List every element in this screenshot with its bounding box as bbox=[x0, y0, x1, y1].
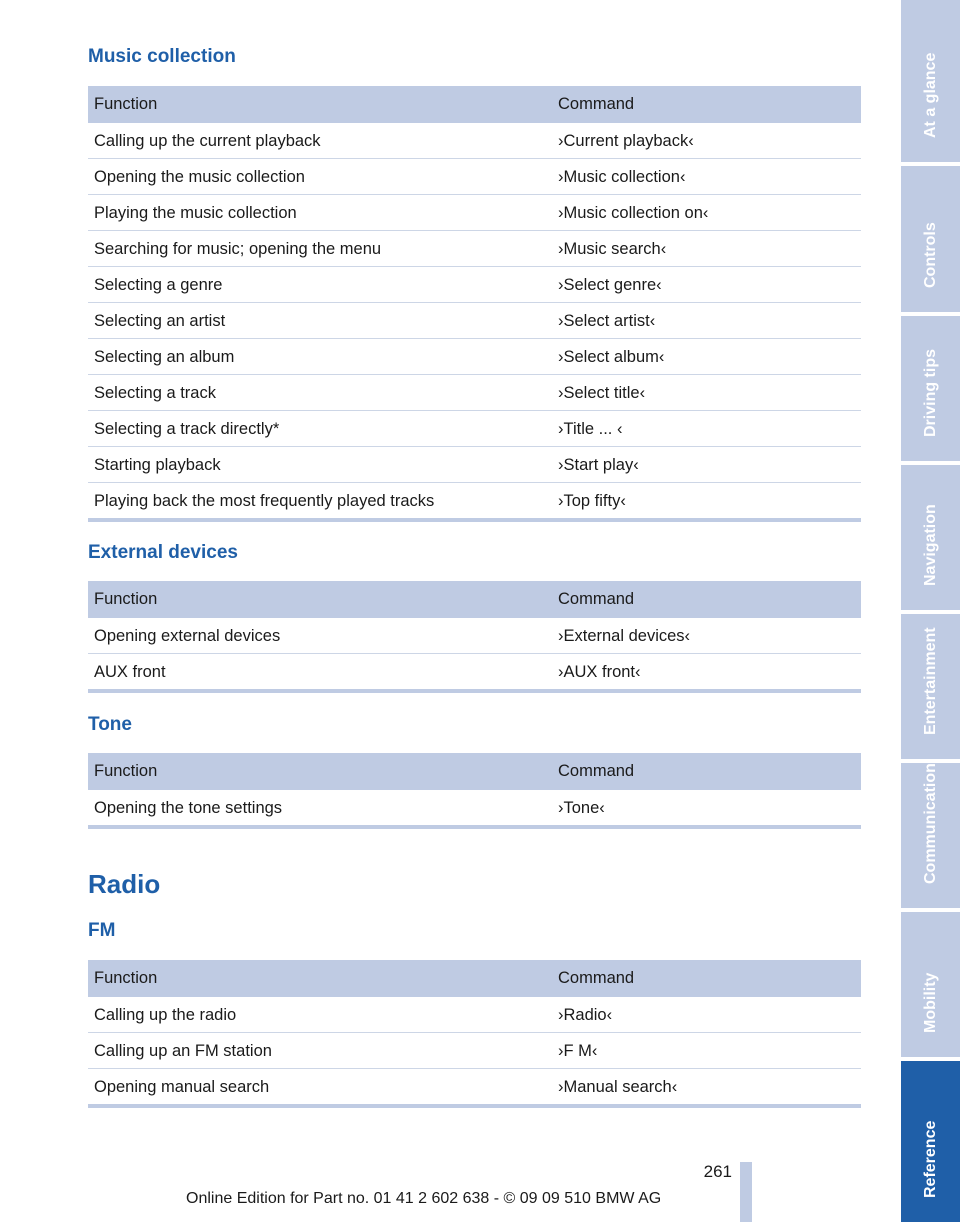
function-cell: Selecting a track bbox=[94, 384, 216, 402]
chapter-title-radio: Radio bbox=[88, 869, 161, 899]
command-cell: ›External devices‹ bbox=[558, 627, 691, 645]
command-cell: ›Music collection on‹ bbox=[558, 204, 709, 222]
tab-entertainment[interactable] bbox=[901, 614, 960, 759]
command-cell: ›Manual search‹ bbox=[558, 1078, 678, 1096]
tab-communication[interactable] bbox=[901, 763, 960, 908]
function-cell: Opening manual search bbox=[94, 1078, 270, 1096]
function-cell: Selecting an album bbox=[94, 348, 235, 366]
function-cell: Playing back the most frequently played tracks bbox=[94, 492, 435, 510]
page-number-bar bbox=[740, 1162, 752, 1222]
tab-label: Controls bbox=[921, 222, 939, 288]
table-fm bbox=[88, 960, 861, 1108]
table-row bbox=[88, 997, 861, 1033]
function-cell: Selecting a genre bbox=[94, 276, 223, 294]
table-row bbox=[88, 654, 861, 693]
header-command: Command bbox=[558, 590, 635, 608]
tab-label: Driving tips bbox=[921, 348, 939, 437]
function-cell: Calling up the radio bbox=[94, 1006, 237, 1024]
table-row bbox=[88, 231, 861, 267]
header-command: Command bbox=[558, 969, 635, 987]
tab-controls[interactable] bbox=[901, 166, 960, 312]
tab-label: At a glance bbox=[921, 52, 939, 138]
command-cell: ›Tone‹ bbox=[558, 799, 605, 817]
section-title-external-devices: External devices bbox=[88, 542, 238, 563]
header-command: Command bbox=[558, 762, 635, 780]
function-cell: Opening the music collection bbox=[94, 168, 305, 186]
tab-mobility[interactable] bbox=[901, 912, 960, 1057]
table-tone bbox=[88, 753, 861, 829]
header-command: Command bbox=[558, 95, 635, 113]
table-row bbox=[88, 159, 861, 195]
chapter-tabs bbox=[901, 0, 960, 1222]
tab-driving-tips[interactable] bbox=[901, 316, 960, 461]
command-cell: ›Radio‹ bbox=[558, 1006, 613, 1024]
function-cell: Selecting an artist bbox=[94, 312, 226, 330]
command-cell: ›AUX front‹ bbox=[558, 663, 641, 681]
table-header-row bbox=[88, 86, 861, 123]
command-cell: ›Select title‹ bbox=[558, 384, 646, 402]
command-cell: ›Top fifty‹ bbox=[558, 492, 626, 510]
command-cell: ›Title ... ‹ bbox=[558, 420, 623, 438]
header-function: Function bbox=[94, 969, 158, 987]
function-cell: Selecting a track directly* bbox=[94, 420, 280, 438]
function-cell: Searching for music; opening the menu bbox=[94, 240, 382, 258]
tab-at-a-glance[interactable] bbox=[901, 0, 960, 162]
function-cell: Starting playback bbox=[94, 456, 221, 474]
section-title-tone: Tone bbox=[88, 714, 132, 735]
command-cell: ›Start play‹ bbox=[558, 456, 639, 474]
table-row bbox=[88, 195, 861, 231]
table-row bbox=[88, 483, 861, 522]
header-function: Function bbox=[94, 95, 158, 113]
table-row bbox=[88, 790, 861, 829]
function-cell: AUX front bbox=[94, 663, 166, 681]
section-title-music-collection: Music collection bbox=[88, 46, 236, 67]
tab-navigation[interactable] bbox=[901, 465, 960, 610]
tab-reference[interactable] bbox=[901, 1061, 960, 1222]
page-number: 261 bbox=[703, 1162, 732, 1181]
table-header-row bbox=[88, 960, 861, 997]
header-function: Function bbox=[94, 762, 158, 780]
table-row bbox=[88, 618, 861, 654]
table-row bbox=[88, 267, 861, 303]
command-cell: ›Music collection‹ bbox=[558, 168, 686, 186]
function-cell: Opening the tone settings bbox=[94, 799, 283, 817]
function-cell: Playing the music collection bbox=[94, 204, 297, 222]
table-header-row bbox=[88, 581, 861, 618]
table-row bbox=[88, 447, 861, 483]
table-row bbox=[88, 339, 861, 375]
tab-label: Navigation bbox=[921, 504, 939, 586]
table-row bbox=[88, 303, 861, 339]
tab-label: Reference bbox=[921, 1120, 939, 1198]
table-row bbox=[88, 123, 861, 159]
table-row bbox=[88, 411, 861, 447]
command-cell: ›Select genre‹ bbox=[558, 276, 662, 294]
command-cell: ›Music search‹ bbox=[558, 240, 667, 258]
command-cell: ›Select artist‹ bbox=[558, 312, 656, 330]
tab-label: Communication bbox=[921, 763, 939, 884]
command-cell: ›F M‹ bbox=[558, 1042, 598, 1060]
tab-label: Mobility bbox=[921, 972, 939, 1033]
function-cell: Calling up the current playback bbox=[94, 132, 321, 150]
footer-text: Online Edition for Part no. 01 41 2 602 638 - © 09 09 510 BMW AG bbox=[186, 1190, 662, 1207]
section-title-fm: FM bbox=[88, 920, 116, 941]
table-music-collection bbox=[88, 86, 861, 522]
function-cell: Opening external devices bbox=[94, 627, 281, 645]
table-header-row bbox=[88, 753, 861, 790]
table-row bbox=[88, 1033, 861, 1069]
function-cell: Calling up an FM station bbox=[94, 1042, 272, 1060]
table-row bbox=[88, 1069, 861, 1108]
command-cell: ›Current playback‹ bbox=[558, 132, 694, 150]
table-row bbox=[88, 375, 861, 411]
table-external-devices bbox=[88, 581, 861, 693]
header-function: Function bbox=[94, 590, 158, 608]
command-cell: ›Select album‹ bbox=[558, 348, 665, 366]
tab-label: Entertainment bbox=[921, 627, 939, 735]
